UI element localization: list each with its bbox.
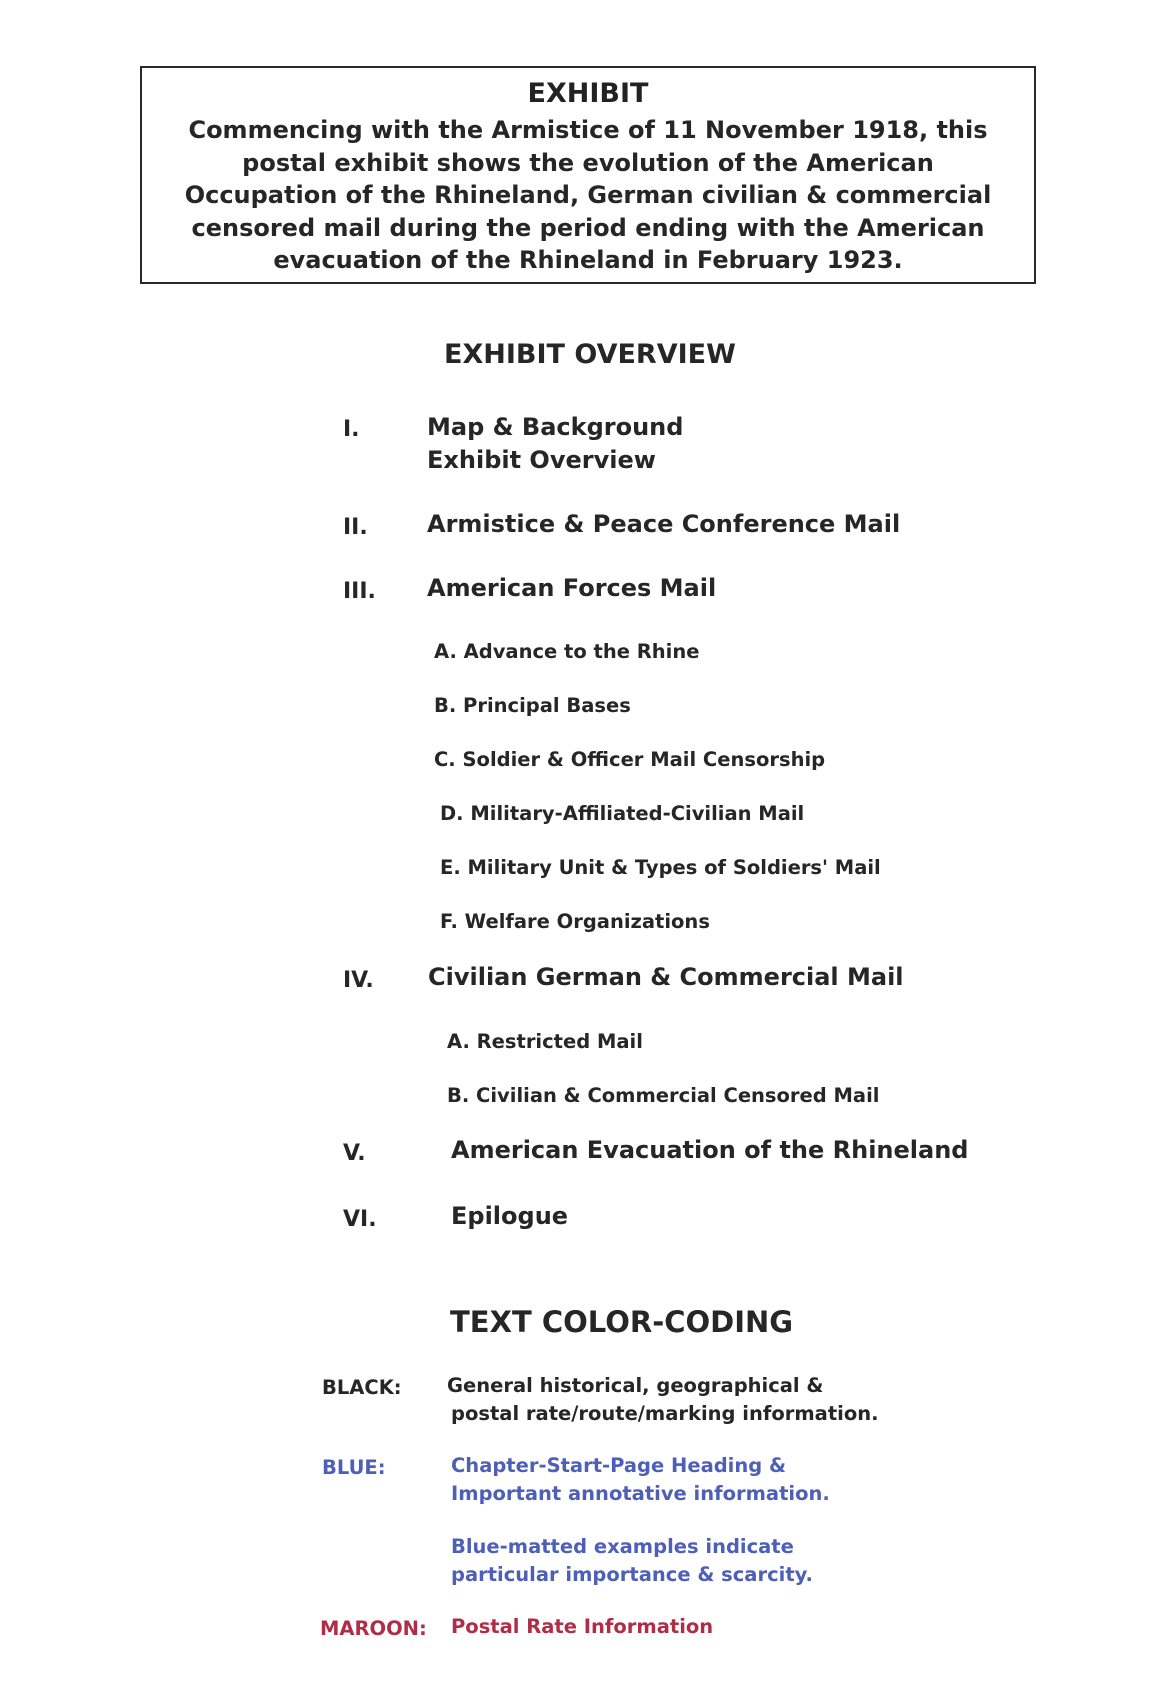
exhibit-intro-text: Commencing with the Armistice of 11 November 1918, this postal exhibit shows the evolution of the American Occupation of the Rhineland, German civilian & commercial censored mail during the period ending with the American evacuation of the Rhineland in February 1923. (184, 116, 992, 274)
color-desc-blue-2: Important annotative information. (451, 1482, 830, 1505)
section-3-sub-c: C. Soldier & Officer Mail Censorship (434, 748, 826, 771)
section-5-title: American Evacuation of the Rhineland (451, 1136, 969, 1164)
color-desc-blue-4: particular importance & scarcity. (451, 1563, 813, 1586)
color-desc-black-1: General historical, geographical & (447, 1374, 824, 1397)
section-3-sub-d: D. Military-Affiliated-Civilian Mail (440, 802, 805, 825)
color-label-blue: BLUE: (322, 1456, 386, 1479)
section-6-title: Epilogue (451, 1202, 569, 1230)
section-4-sub-a: A. Restricted Mail (447, 1030, 643, 1053)
section-2-title: Armistice & Peace Conference Mail (427, 510, 901, 538)
color-label-black: BLACK: (322, 1376, 402, 1399)
section-1-line-2: Exhibit Overview (427, 446, 656, 474)
section-3-sub-e: E. Military Unit & Types of Soldiers' Mail (440, 856, 881, 879)
section-number-5: V. (343, 1141, 366, 1166)
section-3-title: American Forces Mail (427, 574, 717, 602)
section-number-4: IV. (343, 968, 374, 993)
section-number-3: III. (343, 579, 376, 604)
section-3-sub-a: A. Advance to the Rhine (434, 640, 700, 663)
exhibit-title: EXHIBIT (527, 78, 649, 109)
section-number-6: VI. (343, 1207, 377, 1232)
color-desc-black-2: postal rate/route/marking information. (451, 1402, 879, 1425)
overview-title: EXHIBIT OVERVIEW (444, 339, 736, 370)
section-number-2: II. (343, 515, 368, 540)
color-label-maroon: MAROON: (320, 1617, 427, 1640)
color-coding-title: TEXT COLOR-CODING (450, 1305, 794, 1339)
color-desc-maroon: Postal Rate Information (451, 1615, 714, 1638)
section-3-sub-f: F. Welfare Organizations (440, 910, 710, 933)
color-desc-blue-3: Blue-matted examples indicate (451, 1535, 794, 1558)
section-4-title: Civilian German & Commercial Mail (428, 963, 904, 991)
section-4-sub-b: B. Civilian & Commercial Censored Mail (447, 1084, 880, 1107)
section-3-sub-b: B. Principal Bases (434, 694, 631, 717)
exhibit-intro-box (140, 66, 1036, 284)
section-1-line-1: Map & Background (427, 413, 684, 441)
color-desc-blue-1: Chapter-Start-Page Heading & (451, 1454, 787, 1477)
section-number-1: I. (343, 417, 360, 442)
